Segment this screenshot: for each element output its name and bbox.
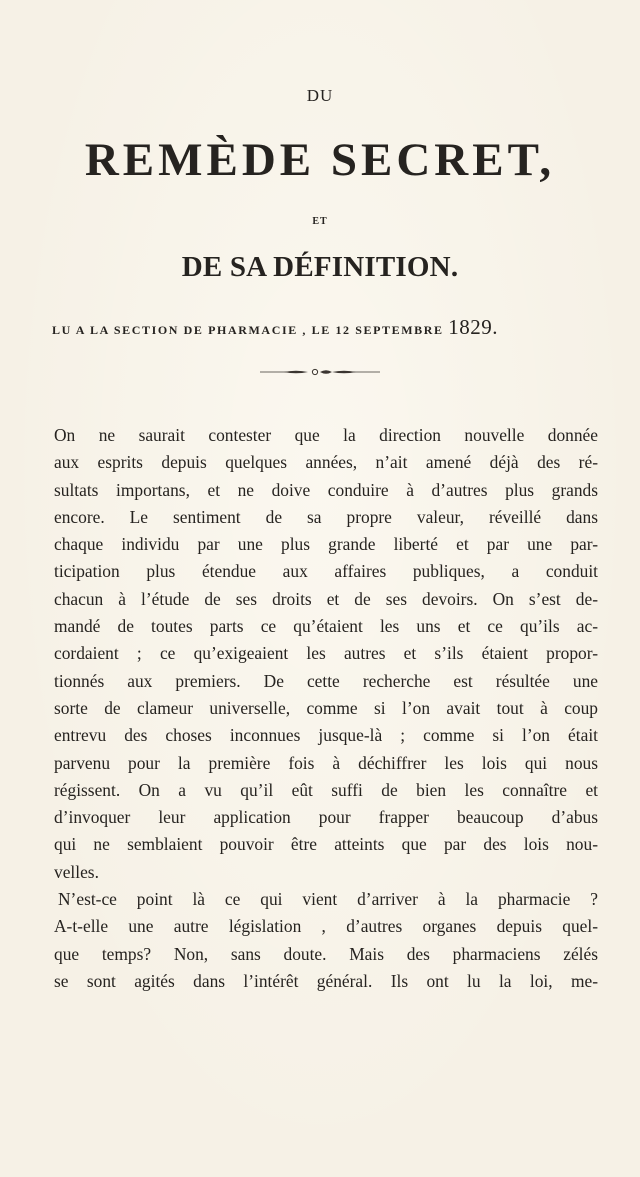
text-line: ticipation plus étendue aux affaires publiques, a conduit: [54, 561, 598, 582]
text-line: A-t-elle une autre législation , d’autres organes depuis quel-: [54, 916, 598, 937]
text-line: que temps? Non, sans doute. Mais des pharmaciens zélés: [54, 943, 598, 964]
text-line: cordaient ; ce qu’exigeaient les autres et s’ils étaient propor-: [54, 643, 598, 664]
text-line: aux esprits depuis quelques années, n’ait amené déjà des ré-: [54, 452, 598, 473]
text-line: On ne saurait contester que la direction nouvelle donnée: [54, 425, 598, 445]
text-line: parvenu pour la première fois à déchiffrer les lois qui nous: [54, 752, 598, 773]
text-line: entrevu des choses inconnues jusque-là ; comme si l’on était: [54, 725, 598, 746]
main-title: REMÈDE SECRET,: [84, 134, 556, 186]
read-at-line: [52, 315, 599, 340]
text-line: sorte de clameur universelle, comme si l’on avait tout à coup: [54, 697, 598, 718]
body-text: [54, 422, 598, 995]
text-line: se sont agités dans l’intérêt général. Ils ont lu la loi, me-: [54, 970, 598, 991]
text-line: chacun à l’étude de ses droits et de ses devoirs. On s’est de-: [54, 588, 598, 609]
subtitle: DE SA DÉFINITION.: [181, 251, 459, 283]
text-line: mandé de toutes parts ce qu’étaient les uns et ce qu’ils ac-: [54, 616, 598, 637]
read-at-year: 1829.: [448, 315, 499, 339]
text-line: régissent. On a vu qu’il eût suffi de bien les connaître et: [54, 779, 598, 800]
text-line: d’invoquer leur application pour frapper beaucoup d’abus: [54, 807, 598, 828]
text-line: encore. Le sentiment de sa propre valeur, réveillé dans: [54, 506, 598, 527]
text-line: qui ne semblaient pouvoir être atteints que par des lois nou-: [54, 834, 598, 855]
read-at-text: LU A LA SECTION DE PHARMACIE , LE 12 SEPTEMBRE: [52, 323, 444, 337]
text-line: velles.: [54, 861, 99, 882]
heading-et: ET: [312, 216, 328, 227]
text-line: sultats importans, et ne doive conduire à d’autres plus grands: [54, 479, 598, 500]
ornamental-rule: [260, 366, 380, 378]
text-line: N’est-ce point là ce qui vient d’arriver à la pharmacie ?: [58, 889, 598, 910]
text-line: tionnés aux premiers. De cette recherche est résultée une: [54, 670, 598, 691]
text-line: chaque individu par une plus grande liberté et par une par-: [54, 534, 598, 555]
heading-du: DU: [306, 86, 334, 105]
